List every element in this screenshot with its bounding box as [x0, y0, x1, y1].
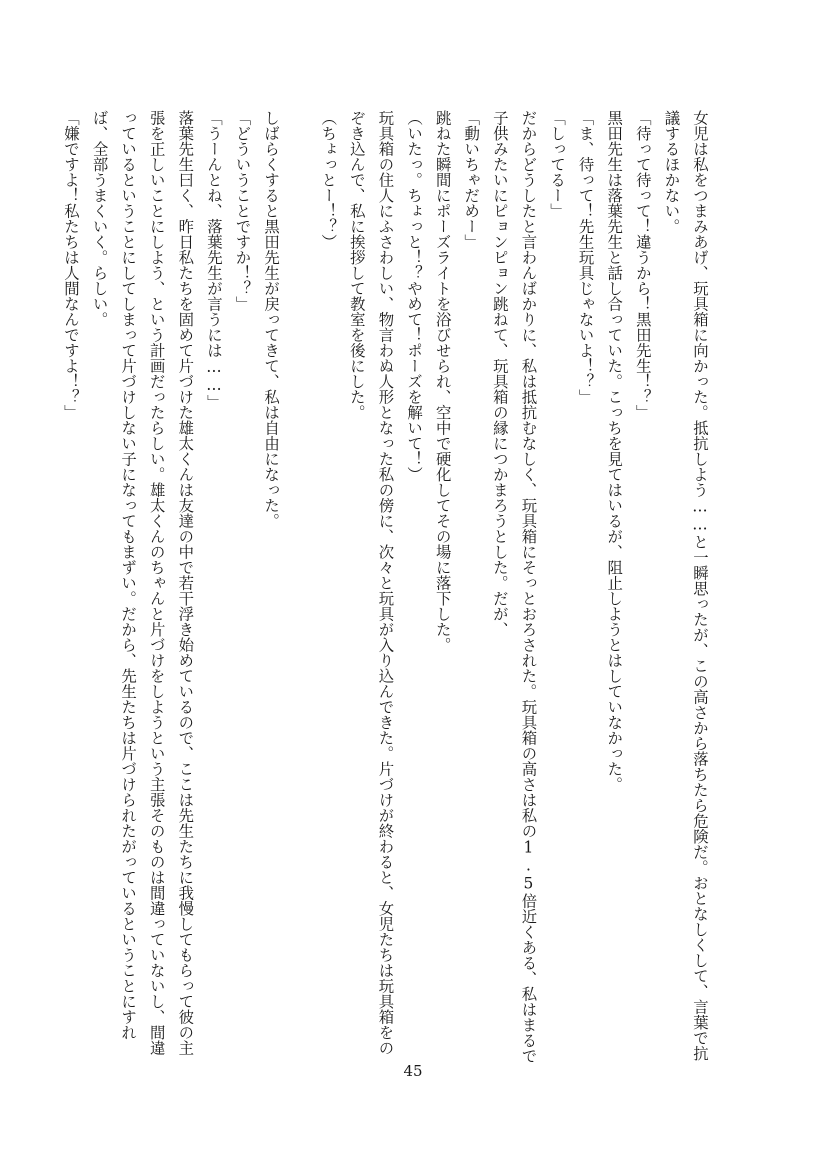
- paragraph-6: だからどうしたと言わんばかりに、私は抵抗むなしく、玩具箱にそっとおろされた。玩具箱の高さは私の1.5倍近くある、私はまるで子供みたいにピョンピョン跳ねて、玩具箱の縁につかまろうとした。だが、: [490, 110, 538, 1064]
- paragraph-7: 「動いちゃだめー」: [462, 110, 481, 250]
- paragraph-3: 黒田先生は落葉先生と話し合っていた。こっちを見てはいるが、阻止しようとはしていなかった。: [605, 110, 624, 792]
- paragraph-12: しばらくすると黒田先生が戻ってきて、私は自由になった。: [262, 110, 281, 529]
- paragraph-16: 「嫌ですよ！私たちは人間なんですよ！？」: [61, 110, 80, 420]
- paragraph-2: 「待って待って！違うから！黒田先生！？」: [633, 110, 652, 420]
- blank-line: [285, 110, 314, 1070]
- paragraph-5: 「しってるー」: [548, 110, 567, 219]
- paragraph-1: 女児は私をつまみあげ、玩具箱に向かった。抵抗しよう……と一瞬思ったが、この高さから落ちたら危険だ。おとなしくして、言葉で抗議するほかない。: [662, 110, 709, 1061]
- paragraph-14: 「うーんとね、落葉先生が言うには……」: [204, 110, 223, 410]
- paragraph-11: （ちょっとー！？）: [319, 110, 338, 250]
- paragraph-8: 跳ねた瞬間にポーズライトを浴びせられ、空中で硬化してその場に落下した。: [433, 110, 452, 653]
- paragraph-4: 「ま、待って！先生玩具じゃないよ！？」: [576, 110, 595, 405]
- paragraph-15: 落葉先生曰く、昨日私たちを固めて片づけた雄太くんは友達の中で若干浮き始めているので、ここは先生たちに我慢してもらって彼の主張を正しいことにしよう、という計画だったらしい。雄太くんのちゃんと片づけをしようという主張そのものは間違っていないし、間違っているということにしてしまって片づけしない子になってもまずい。だから、先生たちは片づけられたがっているということにすれば、全部うまくいく。らしい。: [90, 110, 195, 1056]
- paragraph-9: （いたっ。ちょっと！？やめて！ポーズを解いて！）: [405, 110, 424, 482]
- page-number: 45: [403, 1062, 423, 1080]
- paragraph-13: 「どういうことですか！？」: [233, 110, 252, 312]
- body-text: [61, 110, 714, 1070]
- paragraph-10: 玩具箱の住人にふさわしい、物言わぬ人形となった私の傍に、次々と玩具が入り込んできた。片づけが終わると、女児たちは玩具箱をのぞき込んで、私に挨拶して教室を後にした。: [347, 110, 395, 1056]
